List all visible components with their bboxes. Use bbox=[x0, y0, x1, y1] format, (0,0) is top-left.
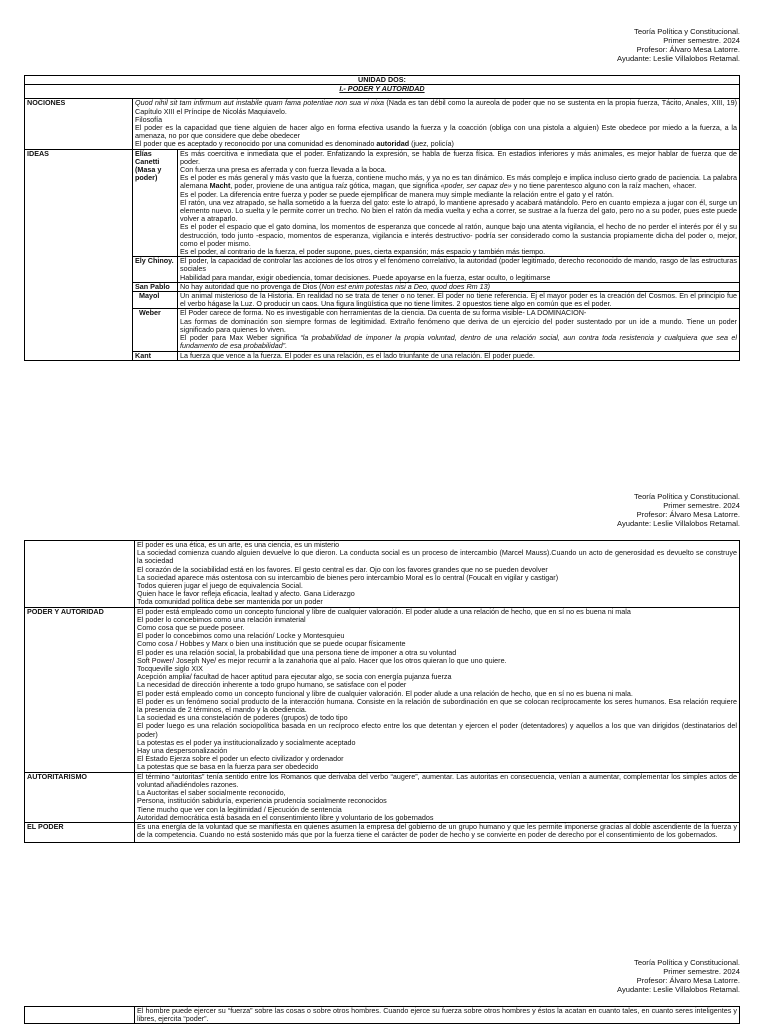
el-poder-content: Es una energía de la voluntad que se manifiesta en quienes asumen la empresa del gobierno de un grupo humano y que les permite imponerse gracias al doble ascendiente de la fuerza y de la competencia. Cuando no está sostenido más que por la fuerza tiene el carácter de poder de hecho y se convierte en poder de derecho por el consentimiento de los gobernados. bbox=[135, 822, 740, 842]
aut-line: Persona, institución sabiduría, experiencia prudencia socialmente reconocidos bbox=[137, 796, 387, 806]
author-canetti: Elías Canetti (Masa y poder) bbox=[133, 149, 178, 257]
ideas-chinoy-row bbox=[25, 257, 740, 283]
course-name: Teoría Política y Constitucional. bbox=[634, 958, 740, 967]
term-autoridad: autoridad bbox=[376, 139, 410, 149]
term-macht: Macht bbox=[209, 181, 231, 191]
nociones-paragraph-2: Filosofía bbox=[135, 114, 163, 124]
aut-line: Autoridad democrática está basada en el consentimiento libre y voluntario de los gobernados bbox=[137, 812, 434, 822]
kant-content bbox=[178, 351, 740, 360]
weber-paragraph-1: El Poder carece de forma. No es investigable con herramientas de la ciencia. Da cuenta de su forma visible- LA DOMINACION- bbox=[180, 308, 587, 318]
pablo-content bbox=[178, 282, 740, 291]
author-chinoy: Ely Chinoy. bbox=[133, 257, 178, 283]
canetti-paragraph-5: El ratón, una vez atrapado, se halla sometido a la fuerza del gato: este lo atrapó, lo mantiene apresado y acabará matándolo. Pero en cuanto empieza a jugar con él, surge un elemento nuevo. Lo suelta y le permite correr un trecho. No bien el ratón da media vuelta y echa a correr, se sustrae a la fuerza del gato, pero no a su poder, pues este puede volver a atraparlo. bbox=[180, 197, 737, 224]
pa-line: Acepción amplia/ facultad de hacer aptitud para ejecutar algo, se socia con energía pujanza fuerza bbox=[137, 672, 452, 682]
poder-autoridad-row bbox=[25, 607, 740, 772]
ideas-label: IDEAS bbox=[25, 149, 133, 360]
course-name: Teoría Política y Constitucional. bbox=[634, 492, 740, 501]
weber-content bbox=[178, 309, 740, 351]
mayol-content bbox=[178, 292, 740, 309]
canetti-text-a: Es el poder es más general y más vasto que la fuerza, contiene mucho más, y ya no es tan dinámico. Es más complejo e implica incluso cierto grado de paciencia. La palabra alemana bbox=[180, 173, 737, 191]
intro-line: La sociedad comienza cuando alguien devuelve lo que dieron. La conducta social es un proceso de intercambio (Marcel Mauss).Cuando un acto de generosidad es devuelto se construye la sociedad bbox=[137, 548, 737, 566]
ideas-kant-row bbox=[25, 351, 740, 360]
intro-line: Toda comunidad política debe ser mantenida por un poder bbox=[137, 597, 323, 607]
canetti-paragraph-7: Es el poder, al contrario de la fuerza, el poder supone, pues, cierta expansión; más espacio y también más tiempo. bbox=[180, 247, 546, 257]
nociones-paragraph-4 bbox=[135, 140, 737, 148]
nociones-content bbox=[133, 99, 740, 149]
intro-line: Quien hace le favor refleja eficacia, lealtad y afecto. Gana Liderazgo bbox=[137, 589, 355, 599]
pa-line: El poder está empleado como un concepto funcional y libre de cualquier valoración. El poder alude a una relación de hecho, que en sí no es buena ni mala bbox=[137, 607, 631, 616]
intro-label-empty bbox=[25, 541, 135, 608]
canetti-content bbox=[178, 149, 740, 257]
fuerza-row bbox=[25, 1007, 740, 1024]
canetti-paragraph-1: Es más coercitiva e inmediata que el poder. Enfatizando la expresión, se habla de fuerza física. En estadios inferiores y más animales, es mejor hablar de fuerza que de poder. bbox=[180, 149, 737, 166]
chinoy-content bbox=[178, 257, 740, 283]
aut-line: Tiene mucho que ver con la legitimidad / Ejecución de sentencia bbox=[137, 804, 342, 814]
autoritarismo-row bbox=[25, 772, 740, 822]
pa-line: El poder luego es una relación sociopolítica basada en un recíproco efecto entre los que detentan y ejercen el poder (detentadores) y aquellos a los que van dirigidos (destinatarios del poder) bbox=[137, 721, 737, 739]
weber-paragraph-3 bbox=[180, 334, 737, 350]
pablo-quote: Non est enim potestas nisi a Deo, quod does Rm 13) bbox=[321, 282, 491, 291]
intro-line: La sociedad aparece más ostentosa con su intercambio de bienes pero intercambio Moral es lo central (Foucalt en vigilar y castigar) bbox=[137, 572, 559, 582]
weber-text: El poder para Max Weber significa bbox=[180, 333, 301, 343]
intro-row bbox=[25, 541, 740, 608]
poder-autoridad-content bbox=[135, 607, 740, 772]
autoritarismo-label: AUTORITARISMO bbox=[25, 772, 135, 822]
aut-line: El término “autoritas” tenía sentido entre los Romanos que derivaba del verbo “augere”, aumentar. Las autoritas en consecuencia, venían a aumentar, complementar los simples actos de voluntad añadiéndoles razones. bbox=[137, 772, 737, 789]
assistant: Ayudante: Leslie Villalobos Retamal. bbox=[617, 519, 740, 528]
nociones-quote-translation: (Nada es tan débil como la aureola de poder que no se sustenta en la propia fuerza, Tácito, Anales, XIII, 19) Capítulo XIII el Príncipe de Nicolás Maquiavelo. bbox=[135, 98, 738, 116]
chinoy-paragraph-2: Habilidad para mandar, exigir obediencia, tomar decisiones. Puede apoyarse en la fuerza, estar oculto, o legitimarse bbox=[180, 272, 551, 282]
nociones-label: NOCIONES bbox=[25, 99, 133, 149]
canetti-quote: «poder, ser capaz de» bbox=[440, 181, 512, 191]
aut-line: La Auctoritas el saber socialmente reconocido, bbox=[137, 788, 286, 798]
pablo-text: No hay autoridad que no provenga de Dios ( bbox=[180, 282, 322, 291]
pa-line: El poder es una relación social, la probabilidad que una persona tiene de imponer a otra su voluntad bbox=[137, 647, 457, 657]
pa-line: Como cosa que se puede poseer. bbox=[137, 623, 245, 633]
pa-line: El Estado Ejerza sobre el poder un efecto civilizador y ordenador bbox=[137, 754, 344, 764]
autoritarismo-content bbox=[135, 772, 740, 822]
page-header-1 bbox=[617, 27, 740, 63]
mayol-paragraph: Un animal misterioso de la Historia. En realidad no se trata de tener o no tener. El poder no tiene referencia. Ej el mayor poder es la creación del Cosmos. En el principio fue el verbo hágase la Luz. O producir un caos. Una figura lingüística que no tiene límites. 2 opuestos tiene algo en común que es el poder. bbox=[180, 291, 737, 309]
unit-subtitle-row bbox=[25, 85, 740, 99]
kant-paragraph: La fuerza que vence a la fuerza. El poder es una relación, es el lado triunfante de una relación. El poder puede. bbox=[180, 351, 535, 360]
canetti-paragraph-2: Con fuerza una presa es aferrada y con fuerza llevada a la boca. bbox=[180, 165, 387, 175]
pa-line: El poder lo concebimos como una relación/ Locke y Montesquieu bbox=[137, 631, 345, 641]
nociones-quote: Quod nihil sit tam infirmum aut instabile quam fama potentiae non sua vi nixa bbox=[135, 98, 385, 108]
canetti-text-e: y no tiene parentesco alguno con la raíz machen, «hacer. bbox=[511, 181, 697, 191]
pa-line: Soft Power/ Joseph Nye/ es mejor recurrir a la zanahoria que al palo. Hacer que los otros quieran lo que uno quiere. bbox=[137, 655, 507, 665]
unit-subtitle: I.- PODER Y AUTORIDAD bbox=[339, 84, 425, 94]
page-header-2 bbox=[617, 492, 740, 528]
intro-line: El poder es una ética, es un arte, es una ciencia, es un misterio bbox=[137, 540, 340, 549]
ideas-pablo-row bbox=[25, 282, 740, 291]
intro-content bbox=[135, 541, 740, 608]
assistant: Ayudante: Leslie Villalobos Retamal. bbox=[617, 54, 740, 63]
pa-line: La necesidad de dirección inherente a todo grupo humano, se satisface con el poder bbox=[137, 680, 407, 690]
nociones-paragraph-1 bbox=[135, 99, 737, 115]
unit-title: UNIDAD DOS: bbox=[358, 75, 406, 84]
canetti-paragraph-3 bbox=[180, 174, 737, 190]
author-weber: Weber bbox=[133, 309, 178, 351]
chinoy-paragraph-1: El poder, la capacidad de controlar las acciones de los otros y el fenómeno correlativo, la autoridad (poder legitimado, derecho reconocido de mando, rasgo de las estructuras sociales bbox=[180, 256, 737, 274]
weber-paragraph-2: Las formas de dominación son siempre formas de legitimidad. Extraño fenómeno que deriva de un ejercicio del poder sustentado por un ide a mundo. Tiene un poder significado para quienes lo viven. bbox=[180, 316, 737, 334]
pa-line: La potestas es el poder ya institucionalizado y socialmente aceptado bbox=[137, 737, 356, 747]
unit-title-row bbox=[25, 76, 740, 85]
unit-title-cell bbox=[25, 76, 740, 85]
ideas-weber-row bbox=[25, 309, 740, 351]
canetti-paragraph-4: Es el poder. La diferencia entre fuerza y poder se puede ejemplificar de manera muy simple mediante la relación entre el gato y el ratón. bbox=[180, 189, 614, 199]
intro-line: Todos quieren jugar el juego de equivalencia Social. bbox=[137, 581, 303, 591]
fuerza-label-empty bbox=[25, 1007, 135, 1024]
author-mayol: Mayol bbox=[133, 292, 178, 309]
fuerza-content: El hombre puede ejercer su “fuerza” sobre las cosas o sobre otros hombres. Cuando ejerce su fuerza sobre otros hombres y éstos la acatan en cuanto tales, en cuanto seres inteligentes y libres, ejercita “poder”. bbox=[135, 1007, 740, 1024]
assistant: Ayudante: Leslie Villalobos Retamal. bbox=[617, 985, 740, 994]
nociones-row bbox=[25, 99, 740, 149]
nociones-text: El poder que es aceptado y reconocido por una comunidad es denominado bbox=[135, 139, 377, 149]
semester: Primer semestre. 2024 bbox=[663, 501, 740, 510]
pa-line: Como cosa / Hobbes y Marx o bien una institución que se puede ocupar físicamente bbox=[137, 639, 406, 649]
canetti-text-c: , poder, proviene de una antigua raíz gótica, magan, que significa bbox=[230, 181, 441, 191]
pa-line: La sociedad es una constelación de poderes (grupos) de todo tipo bbox=[137, 713, 348, 723]
course-name: Teoría Política y Constitucional. bbox=[634, 27, 740, 36]
poder-autoridad-label: PODER Y AUTORIDAD bbox=[25, 607, 135, 772]
nociones-text-end: (juez, policía) bbox=[409, 139, 454, 149]
unit-subtitle-cell bbox=[25, 85, 740, 99]
professor: Profesor: Álvaro Mesa Latorre. bbox=[636, 45, 740, 54]
nociones-paragraph-3: El poder es la capacidad que tiene alguien de hacer algo en forma efectiva usando la fuerza y la coacción (obliga con una pistola a alguien) Este obedece por miedo a la fuerza, a la amenaza, no por que considere que debe obedecer bbox=[135, 123, 737, 141]
author-kant: Kant bbox=[133, 351, 178, 360]
professor: Profesor: Álvaro Mesa Latorre. bbox=[636, 976, 740, 985]
intro-line: El corazón de la sociabilidad está en los favores. El gesto central es dar. Ojo con los favores grandes que no se pueden devolver bbox=[137, 564, 548, 574]
canetti-paragraph-6: Es el poder el espacio que el gato domina, los momentos de esperanza que concede al ratón, aunque bajo una atenta vigilancia, el hecho de no perder el interés por él y su destrucción, todo junto -espacio, momentos de esperanza, vigilancia e interés destructivo- podría ser considerado como la sustancia propiamente dicha del poder o, mejor, como el poder mismo. bbox=[180, 222, 737, 248]
pa-line: Tocqueville siglo XIX bbox=[137, 664, 203, 674]
pablo-paragraph bbox=[180, 283, 737, 291]
semester: Primer semestre. 2024 bbox=[663, 967, 740, 976]
pa-line: El poder es un fenómeno social producto de la interacción humana. Consiste en la relación de subordinación en que se colocan recíprocamente los seres humanos. Esa relación requiere la presencia de 2 términos, el mando y la obediencia. bbox=[137, 696, 737, 715]
el-poder-row bbox=[25, 822, 740, 842]
unit-table-page-1 bbox=[24, 75, 740, 361]
unit-table-page-2 bbox=[24, 540, 740, 843]
pa-line: La potestas que se basa en la fuerza para ser obedecido bbox=[137, 762, 319, 772]
author-san-pablo: San Pablo bbox=[133, 282, 178, 291]
pa-line: El poder lo concebimos como una relación inmaterial bbox=[137, 614, 306, 624]
unit-table-page-3 bbox=[24, 1006, 740, 1024]
el-poder-label: EL PODER bbox=[25, 822, 135, 842]
ideas-canetti-row bbox=[25, 149, 740, 257]
professor: Profesor: Álvaro Mesa Latorre. bbox=[636, 510, 740, 519]
ideas-mayol-row bbox=[25, 292, 740, 309]
semester: Primer semestre. 2024 bbox=[663, 36, 740, 45]
weber-quote: “la probabilidad de imponer la propia voluntad, dentro de una relación social, aun contra toda resistencia y cualquiera que sea el fundamento de esa probabilidad”. bbox=[180, 333, 737, 351]
pa-line: El poder está empleado como un concepto funcional y libre de cualquier valoración. El poder alude a una relación de hecho, que en sí no es buena ni mala. bbox=[137, 688, 633, 698]
page-header-3 bbox=[617, 958, 740, 994]
pa-line: Hay una despersonalización bbox=[137, 746, 228, 756]
